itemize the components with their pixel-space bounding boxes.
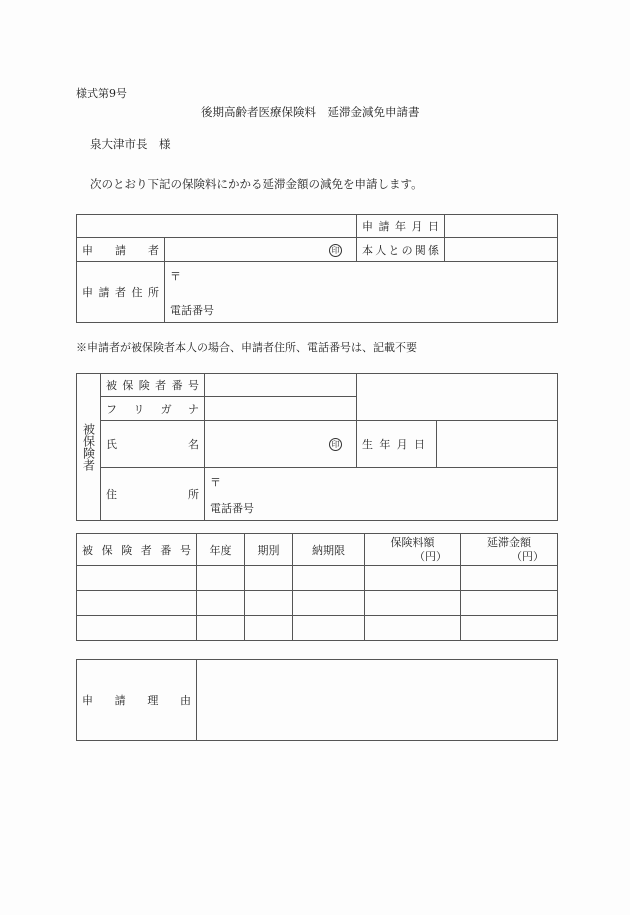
applicant-phone-label: 電話番号: [170, 304, 214, 317]
birthdate-field[interactable]: [437, 421, 558, 468]
reason-label: [77, 660, 197, 741]
postal-mark-icon: 〒: [170, 270, 181, 283]
label-char: 名: [188, 438, 199, 451]
label-char: 号: [187, 379, 199, 392]
header-insured-number: [77, 534, 197, 566]
applicant-address-label-text: [82, 284, 159, 300]
late-fee-cell[interactable]: [461, 566, 558, 591]
label-char: 所: [148, 286, 159, 299]
insured-address-field[interactable]: [205, 468, 558, 521]
fiscal-year-cell[interactable]: [197, 566, 245, 591]
insured-address-label: [101, 468, 205, 521]
label-char: 被: [82, 543, 93, 557]
addressee: 泉大津市長 様: [90, 137, 171, 151]
period-cell[interactable]: [245, 591, 293, 616]
label-char: 申: [82, 243, 93, 257]
label-char: 住: [131, 286, 143, 299]
label-char: フ: [106, 402, 117, 416]
label-char: ガ: [160, 402, 172, 416]
label-char: 保: [101, 543, 113, 557]
header-period: 期別: [245, 534, 293, 566]
label-char: 者: [140, 543, 152, 557]
label-char: 請: [378, 220, 390, 233]
furigana-field[interactable]: [205, 397, 357, 421]
premium-amount-cell[interactable]: [365, 566, 461, 591]
table-row: [77, 566, 558, 591]
label-char: 氏: [106, 438, 117, 451]
relation-label-text: [362, 242, 439, 258]
header-fiscal-year: 年度: [197, 534, 245, 566]
label-char: と: [388, 243, 400, 257]
label-char: 関: [414, 243, 426, 257]
label-char: 者: [155, 379, 167, 392]
due-date-cell[interactable]: [293, 616, 365, 641]
header-late-fee-amount: [461, 534, 558, 566]
period-cell[interactable]: [245, 566, 293, 591]
label-char: ナ: [187, 402, 199, 416]
application-date-label-text: [362, 218, 439, 234]
due-date-cell[interactable]: [293, 566, 365, 591]
label-char: の: [401, 243, 413, 257]
premium-amount-cell[interactable]: [365, 616, 461, 641]
label-char: 険: [138, 379, 150, 392]
reason-label-text: [82, 692, 191, 708]
label-char: 年: [379, 438, 391, 451]
seal-icon: 印: [329, 244, 342, 257]
label-char: 番: [171, 379, 183, 392]
late-fee-cell[interactable]: [461, 591, 558, 616]
fiscal-year-cell[interactable]: [197, 591, 245, 616]
insured-number-field[interactable]: [205, 374, 357, 397]
label-char: 申: [82, 286, 93, 299]
label-char: 日: [413, 438, 425, 451]
applicant-label: [77, 238, 165, 262]
label-char: 本: [362, 243, 373, 257]
seal-icon: 印: [329, 438, 342, 451]
period-cell[interactable]: [245, 616, 293, 641]
insured-number-cell[interactable]: [77, 566, 197, 591]
late-fee-cell[interactable]: [461, 616, 558, 641]
applicant-name-field[interactable]: [165, 238, 357, 262]
applicant-address-field[interactable]: [165, 262, 558, 323]
due-date-cell[interactable]: [293, 591, 365, 616]
header-late-fee-unit: （円）: [511, 549, 544, 563]
header-due-date: 納期限: [293, 534, 365, 566]
insured-phone-label: 電話番号: [210, 502, 254, 515]
table-row: [77, 616, 558, 641]
label-char: リ: [133, 402, 145, 416]
label-char: 年: [395, 220, 406, 233]
furigana-label-text: [106, 401, 199, 417]
reason-field[interactable]: [197, 660, 558, 741]
label-char: 由: [179, 694, 191, 707]
birthdate-label-text: [362, 436, 431, 452]
insured-group-label-text: 被保険者: [81, 423, 96, 471]
label-char: 者: [115, 286, 126, 299]
header-premium-unit: （円）: [414, 549, 447, 563]
label-char: 住: [106, 488, 117, 501]
insured-number-label: [101, 374, 205, 397]
insured-address-label-text: [106, 486, 199, 502]
applicant-label-text: [82, 242, 159, 258]
header-insured-number-text: [82, 542, 191, 558]
label-char: 申: [82, 694, 93, 707]
label-char: 理: [147, 694, 159, 707]
blank-cell: [357, 374, 558, 421]
relation-label: [357, 238, 445, 262]
label-char: 月: [396, 438, 408, 451]
relation-field[interactable]: [445, 238, 558, 262]
insured-number-label-text: [106, 377, 199, 393]
birthdate-label: [357, 421, 437, 468]
label-char: 険: [121, 543, 133, 557]
insured-name-label-text: [106, 436, 199, 452]
label-char: 番: [160, 543, 172, 557]
label-char: 被: [106, 379, 117, 392]
label-char: 請: [114, 694, 126, 707]
reason-table: [76, 659, 558, 741]
label-char: 者: [148, 243, 159, 257]
label-char: 月: [411, 220, 423, 233]
label-char: 請: [115, 243, 126, 257]
label-char: 係: [427, 243, 439, 257]
premium-table-header: [77, 534, 558, 566]
insured-group-label: [77, 374, 101, 521]
table-row: [77, 591, 558, 616]
insured-name-field[interactable]: [205, 421, 357, 468]
label-char: 所: [188, 488, 199, 501]
intro-text: 次のとおり下記の保険料にかかる延滞金額の減免を申請します。: [90, 177, 423, 191]
insured-number-cell[interactable]: [77, 616, 197, 641]
premium-amount-cell[interactable]: [365, 591, 461, 616]
fiscal-year-cell[interactable]: [197, 616, 245, 641]
label-char: 人: [375, 243, 387, 257]
header-premium-amount-label: 保険料額: [390, 535, 435, 549]
application-date-field[interactable]: [445, 215, 558, 238]
blank-cell: [77, 215, 357, 238]
document-title: 後期高齢者医療保険料 延滞金減免申請書: [201, 105, 420, 119]
label-char: 生: [362, 438, 373, 451]
label-char: 号: [179, 543, 191, 557]
insured-number-cell[interactable]: [77, 591, 197, 616]
label-char: 申: [362, 220, 373, 233]
furigana-label: [101, 397, 205, 421]
application-date-label: [357, 215, 445, 238]
insured-table: [76, 373, 558, 521]
insured-name-label: [101, 421, 205, 468]
header-late-fee-label: 延滞金額: [487, 535, 531, 549]
postal-mark-icon: 〒: [210, 476, 221, 489]
label-char: 保: [122, 379, 134, 392]
applicant-address-label: [77, 262, 165, 323]
label-char: 請: [98, 286, 110, 299]
header-premium-amount: [365, 534, 461, 566]
form-number: 様式第9号: [76, 87, 127, 100]
note-text: ※申請者が被保険者本人の場合、申請者住所、電話番号は、記載不要: [76, 341, 417, 354]
label-char: 日: [428, 220, 439, 233]
applicant-table: [76, 214, 558, 323]
premium-table: [76, 533, 558, 641]
